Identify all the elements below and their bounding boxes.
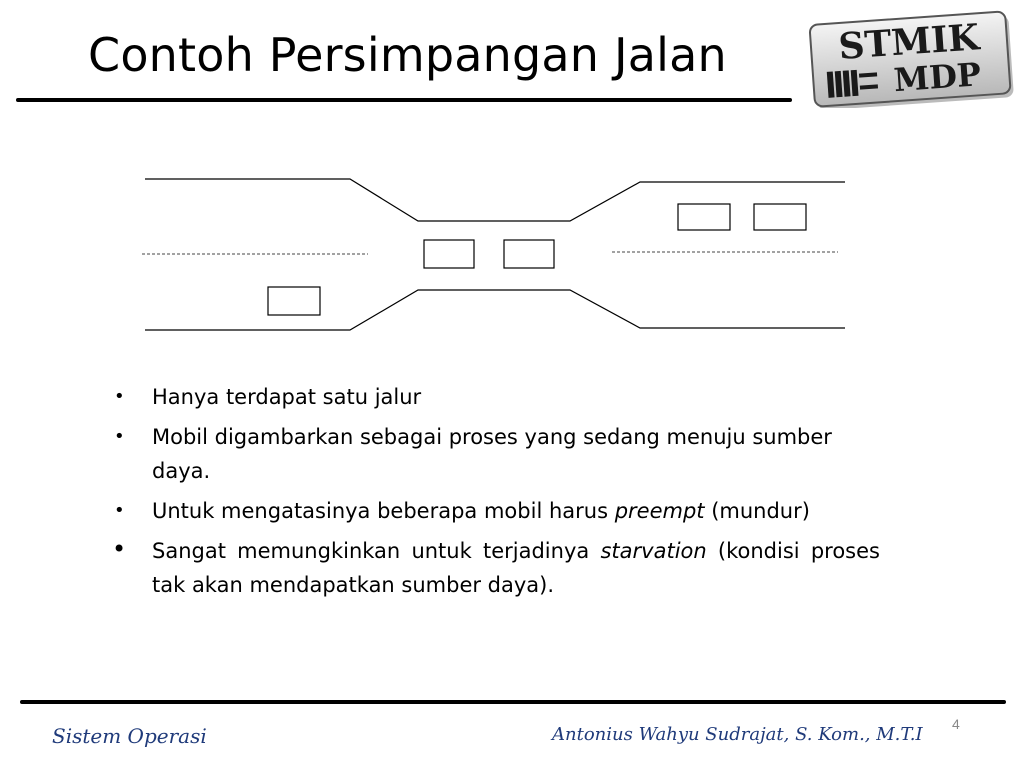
bullet-dot: • — [114, 386, 125, 407]
slide-title: Contoh Persimpangan Jalan — [88, 28, 727, 82]
car-icon — [678, 204, 730, 230]
lane-divider — [142, 252, 838, 254]
bullet-list — [110, 380, 880, 608]
bullet-item — [110, 494, 880, 528]
logo-line-1: STMIK — [837, 16, 981, 68]
car-icon — [424, 240, 474, 268]
bullet-text: Hanya terdapat satu jalur — [152, 385, 422, 409]
logo-line-2: MDP — [892, 55, 983, 100]
slide-number: 4 — [952, 716, 960, 732]
bullet-item — [110, 420, 880, 488]
bullet-dot: • — [114, 500, 125, 521]
course-name: Sistem Operasi — [52, 724, 207, 748]
bullet-text: Untuk mengatasinya beberapa mobil harus preempt (mundur) — [152, 499, 810, 523]
road-top-edge — [145, 179, 845, 221]
emphasis-text: preempt — [614, 499, 705, 523]
bullet-item — [110, 380, 880, 414]
bullet-item — [110, 534, 880, 602]
bullet-dot: • — [112, 535, 127, 563]
road-bottom-edge — [145, 290, 845, 330]
car-icon — [504, 240, 554, 268]
emphasis-text: starvation — [600, 539, 707, 563]
title-underline — [16, 98, 792, 102]
bullet-text: Mobil digambarkan sebagai proses yang sedang menuju sumber daya. — [152, 425, 832, 483]
road-intersection-diagram — [140, 170, 852, 350]
car-icon — [268, 287, 320, 315]
car-icon — [754, 204, 806, 230]
author-name: Antonius Wahyu Sudrajat, S. Kom., M.T.I — [552, 724, 923, 745]
bullet-text: Sangat memungkinkan untuk terjadinya starvation (kondisi proses tak akan mendapatkan sumber daya). — [152, 539, 880, 597]
footer-rule — [20, 700, 1006, 704]
stmik-mdp-logo — [806, 8, 1016, 108]
bullet-dot: • — [114, 426, 125, 447]
